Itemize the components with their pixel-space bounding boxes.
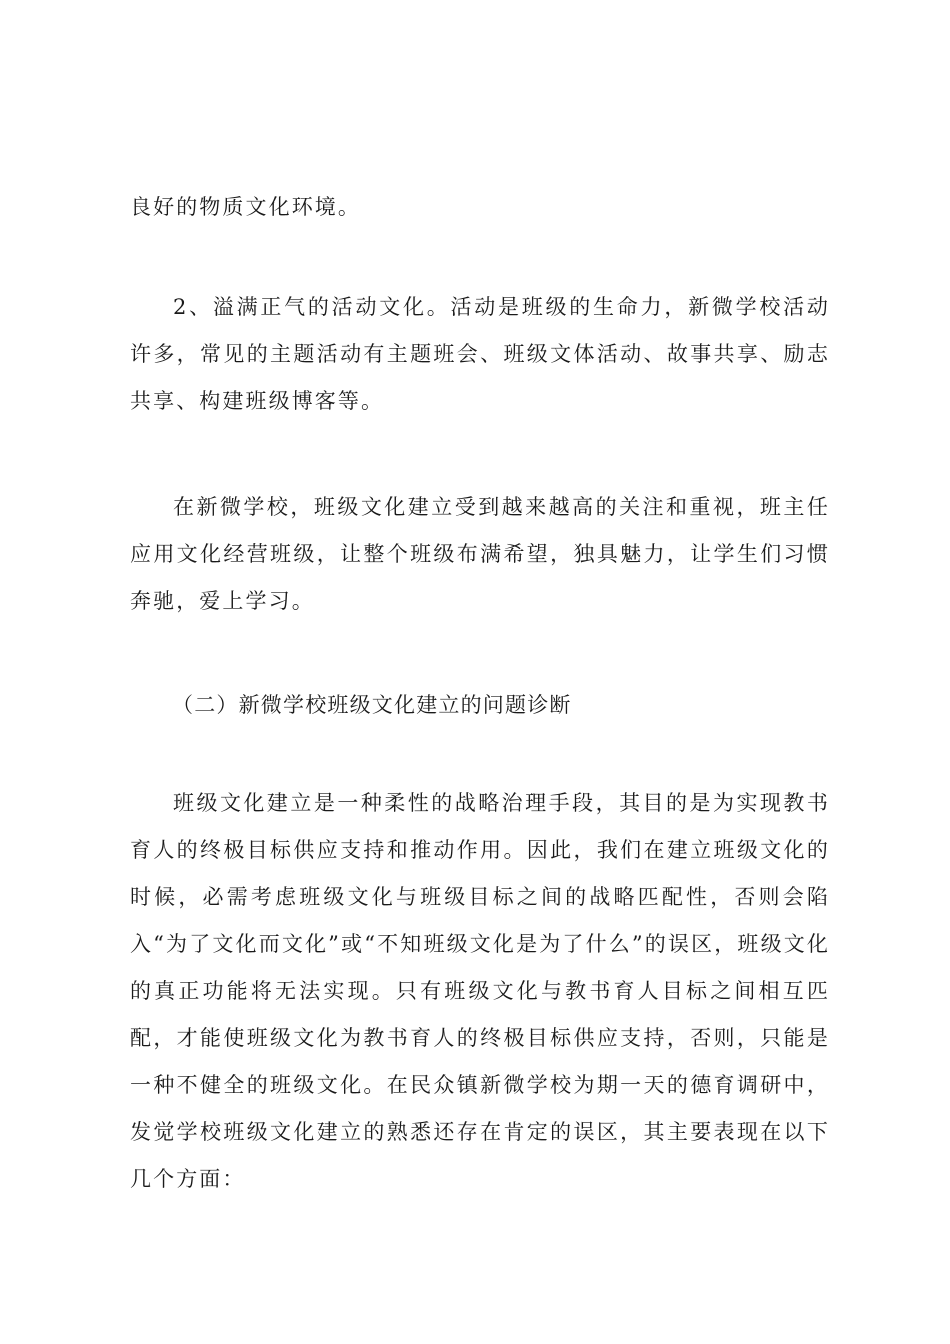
paragraph-problem-diagnosis: 班级文化建立是一种柔性的战略治理手段，其目的是为实现教书育人的终极目标供应支持和推动作用。因此，我们在建立班级文化的时候，必需考虑班级文化与班级目标之间的战略匹配性，否则会陷入“为了文化而文化”或“不知班级文化是为了什么”的误区，班级文化的真正功能将无法实现。只有班级文化与教书育人目标之间相互匹配，才能使班级文化为教书育人的终极目标供应支持，否则，只能是一种不健全的班级文化。在民众镇新微学校为期一天的德育调研中，发觉学校班级文化建立的熟悉还存在肯定的误区，其主要表现在以下几个方面： — [130, 791, 830, 1191]
paragraph-continuation: 良好的物质文化环境。 — [130, 195, 361, 219]
section-heading: （二）新微学校班级文化建立的问题诊断 — [172, 693, 572, 717]
paragraph-activity-culture: 2、溢满正气的活动文化。活动是班级的生命力，新微学校活动许多，常见的主题活动有主题班会、班级文体活动、故事共享、励志共享、构建班级博客等。 — [130, 295, 830, 413]
paragraph-class-culture-attention: 在新微学校，班级文化建立受到越来越高的关注和重视，班主任应用文化经营班级，让整个班级布满希望，独具魅力，让学生们习惯奔驰，爱上学习。 — [130, 495, 830, 613]
